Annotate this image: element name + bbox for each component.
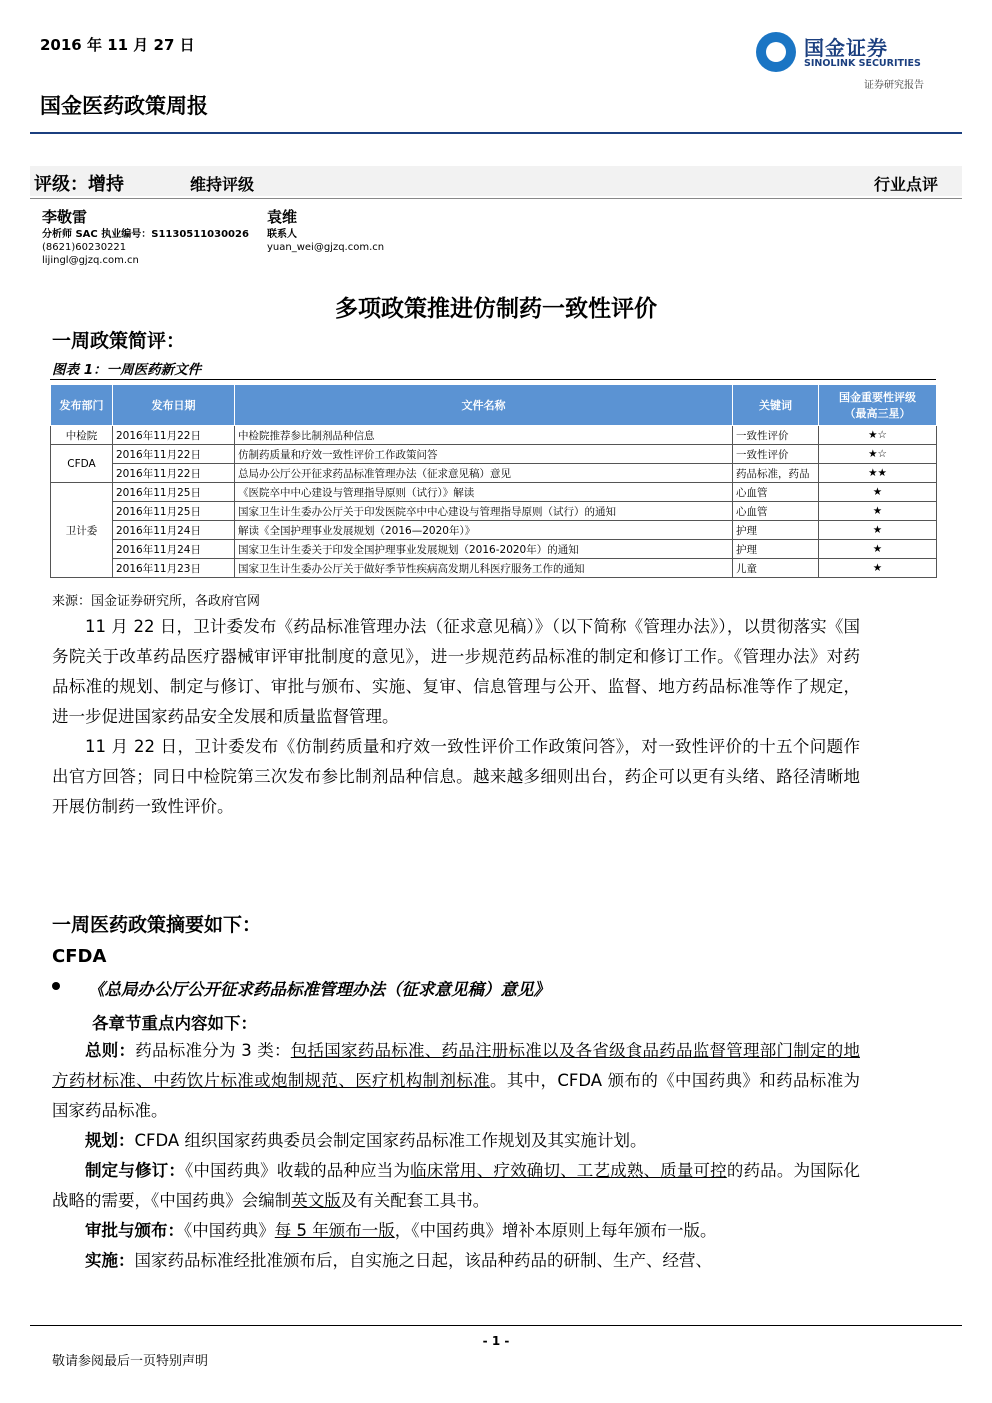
table-row — [51, 502, 937, 521]
cell-keyword: 心血管 — [733, 483, 819, 502]
bullet-dot-icon — [52, 982, 60, 990]
chapter-text: 《中国药典》 — [184, 1221, 275, 1240]
table-row — [51, 445, 937, 464]
logo-subtitle: 证券研究报告 — [864, 80, 924, 91]
cell-rating: ★☆ — [819, 445, 937, 464]
table-row — [51, 559, 937, 578]
table-row — [51, 521, 937, 540]
chapter-text: ，《中国药典》增补本原则上每年颁布一版。 — [394, 1221, 717, 1240]
cell-dept: 中检院 — [51, 426, 113, 445]
col-header-keyword: 关键词 — [733, 385, 819, 426]
cfda-heading: CFDA — [52, 946, 107, 967]
bullet-title: 《总局办公厅公开征求药品标准管理办法（征求意见稿）意见》 — [88, 980, 550, 999]
cell-date: 2016年11月22日 — [113, 445, 235, 464]
chapter-text: CFDA 组织国家药典委员会制定国家药品标准工作规划及其实施计划。 — [134, 1131, 647, 1150]
report-series-title: 国金医药政策周报 — [40, 94, 208, 118]
rating-maintain: 维持评级 — [190, 175, 255, 194]
table-row — [51, 426, 937, 445]
footer-divider — [30, 1325, 962, 1326]
cell-name: 解读《全国护理事业发展规划（2016—2020年）》 — [235, 521, 733, 540]
analyst-email[interactable]: lijingl@gjzq.com.cn — [42, 255, 139, 266]
chapter-approval — [52, 1216, 860, 1246]
header-divider — [30, 132, 962, 134]
cell-date: 2016年11月23日 — [113, 559, 235, 578]
cell-date: 2016年11月22日 — [113, 426, 235, 445]
cell-rating: ★ — [819, 521, 937, 540]
chapter-planning — [52, 1126, 860, 1156]
section-heading-summary: 一周医药政策摘要如下： — [52, 914, 262, 936]
cell-name: 国家卫生计生委办公厅关于印发医院卒中中心建设与管理指导原则（试行）的通知 — [235, 502, 733, 521]
cell-date: 2016年11月25日 — [113, 483, 235, 502]
table-caption: 图表 1：一周医药新文件 — [52, 362, 202, 378]
chapter-text: 。其中，CFDA 颁布的《中国药典》和药品标准为国家药品标准。 — [52, 1071, 861, 1120]
chapter-details — [52, 1036, 860, 1276]
col-header-date: 发布日期 — [113, 385, 235, 426]
cell-date: 2016年11月24日 — [113, 540, 235, 559]
cell-rating: ★ — [819, 483, 937, 502]
chapter-formulation — [52, 1156, 860, 1216]
cell-keyword: 一致性评价 — [733, 426, 819, 445]
analyst-card-2 — [267, 206, 384, 254]
chapter-text: 及有关配套工具书。 — [340, 1191, 490, 1210]
rating-label: 评级：增持 — [34, 174, 124, 195]
col-header-dept: 发布部门 — [51, 385, 113, 426]
cell-name: 总局办公厅公开征求药品标准管理办法（征求意见稿）意见 — [235, 464, 733, 483]
review-paragraphs — [52, 612, 860, 822]
logo-english-name: SINOLINK SECURITIES — [804, 58, 921, 69]
cell-dept: 卫计委 — [51, 483, 113, 578]
caption-divider — [50, 379, 936, 380]
analyst-name: 李敬雷 — [42, 208, 88, 226]
cell-keyword: 儿童 — [733, 559, 819, 578]
chapter-label: 规划： — [85, 1131, 135, 1150]
contact-email[interactable]: yuan_wei@gjzq.com.cn — [267, 242, 385, 253]
page-number: - 1 - — [482, 1334, 510, 1348]
table-row — [51, 540, 937, 559]
chapter-heading: 各章节重点内容如下： — [92, 1014, 257, 1033]
chapter-text-underlined: 临床常用、疗效确切、工艺成熟、质量可控 — [410, 1161, 727, 1180]
report-date: 2016 年 11 月 27 日 — [40, 36, 195, 54]
cell-keyword: 心血管 — [733, 502, 819, 521]
cell-date: 2016年11月25日 — [113, 502, 235, 521]
chapter-label: 总则： — [85, 1041, 136, 1060]
chapter-text: 药品标准分为 3 类： — [135, 1041, 291, 1060]
rating-bar — [30, 166, 962, 196]
cell-rating: ★ — [819, 502, 937, 521]
contact-role: 联系人 — [267, 229, 297, 240]
table-row — [51, 464, 937, 483]
col-header-name: 文件名称 — [235, 385, 733, 426]
cell-rating: ★☆ — [819, 426, 937, 445]
paragraph: 11 月 22 日，卫计委发布《仿制药质量和疗效一致性评价工作政策问答》，对一致性评价的十五个问题作出官方回答；同日中检院第三次发布参比制剂品种信息。越来越多细则出台，药企可以更有头绪、路径清晰地开展仿制药一致性评价。 — [52, 737, 860, 816]
chapter-implementation — [52, 1246, 860, 1276]
cell-rating: ★ — [819, 559, 937, 578]
cell-keyword: 护理 — [733, 521, 819, 540]
chapter-text-underlined: 每 5 年颁布一版 — [274, 1221, 395, 1240]
chapter-text-underlined: 英文版 — [291, 1191, 341, 1210]
cell-name: 国家卫生计生委办公厅关于做好季节性疾病高发期儿科医疗服务工作的通知 — [235, 559, 733, 578]
paragraph: 11 月 22 日，卫计委发布《药品标准管理办法（征求意见稿）》（以下简称《管理办法》），以贯彻落实《国务院关于改革药品医疗器械审评审批制度的意见》，进一步规范药品标准的制定和修订工作。《管理办法》对药品标准的规划、制定与修订、审批与颁布、实施、复审、信息管理与公开、监督、地方药品标准等作了规定，进一步促进国家药品安全发展和质量监督管理。 — [52, 617, 860, 726]
analyst-card-1 — [42, 206, 249, 267]
cell-name: 中检院推荐参比制剂品种信息 — [235, 426, 733, 445]
cell-date: 2016年11月24日 — [113, 521, 235, 540]
logo-chinese-name: 国金证券 — [804, 36, 888, 60]
section-heading-weekly-review: 一周政策简评： — [52, 330, 186, 352]
chapter-label: 制定与修订： — [85, 1161, 186, 1180]
cell-name: 《医院卒中中心建设与管理指导原则（试行）》解读 — [235, 483, 733, 502]
chapter-general — [52, 1036, 860, 1126]
cell-rating: ★★ — [819, 464, 937, 483]
cell-date: 2016年11月22日 — [113, 464, 235, 483]
table-header-row — [51, 385, 937, 426]
contact-name: 袁维 — [267, 208, 298, 226]
cell-keyword: 护理 — [733, 540, 819, 559]
rating-header-line2: （最高三星） — [844, 407, 911, 420]
chapter-text-underlined: 包括国家药品标准、药品注册标准以及各省级食品药品监督管理部门制定的地方药材标准、中药饮片标准或炮制规范、医疗机构制剂标准 — [52, 1041, 860, 1090]
disclaimer-note: 敬请参阅最后一页特别声明 — [52, 1354, 209, 1369]
rating-header-line1: 国金重要性评级 — [839, 391, 916, 404]
chapter-text: 的药品。为国际化战略的需要，《中国药典》会编制 — [52, 1161, 861, 1210]
cell-rating: ★ — [819, 540, 937, 559]
main-title: 多项政策推进仿制药一致性评价 — [335, 296, 657, 322]
analyst-phone: (8621)60230221 — [42, 242, 127, 253]
policy-table — [50, 384, 937, 578]
chapter-text: 《中国药典》收载的品种应当为 — [185, 1161, 411, 1180]
chapter-text: 国家药品标准经批准颁布后，自实施之日起，该品种药品的研制、生产、经营、 — [134, 1251, 712, 1270]
cell-dept: CFDA — [51, 445, 113, 483]
cell-keyword: 一致性评价 — [733, 445, 819, 464]
table-row — [51, 483, 937, 502]
rating-divider — [30, 198, 962, 199]
report-type: 行业点评 — [873, 175, 938, 194]
col-header-rating — [819, 385, 937, 426]
chapter-label: 审批与颁布： — [85, 1221, 184, 1240]
analyst-cert: 分析师 SAC 执业编号：S1130511030026 — [42, 229, 249, 240]
cell-keyword: 药品标准，药品 — [733, 464, 819, 483]
sinolink-logo — [756, 30, 946, 90]
logo-circle-icon — [756, 32, 796, 72]
cell-name: 仿制药质量和疗效一致性评价工作政策问答 — [235, 445, 733, 464]
table-source: 来源：国金证券研究所，各政府官网 — [52, 594, 261, 609]
chapter-label: 实施： — [85, 1251, 135, 1270]
cell-name: 国家卫生计生委关于印发全国护理事业发展规划（2016-2020年）的通知 — [235, 540, 733, 559]
